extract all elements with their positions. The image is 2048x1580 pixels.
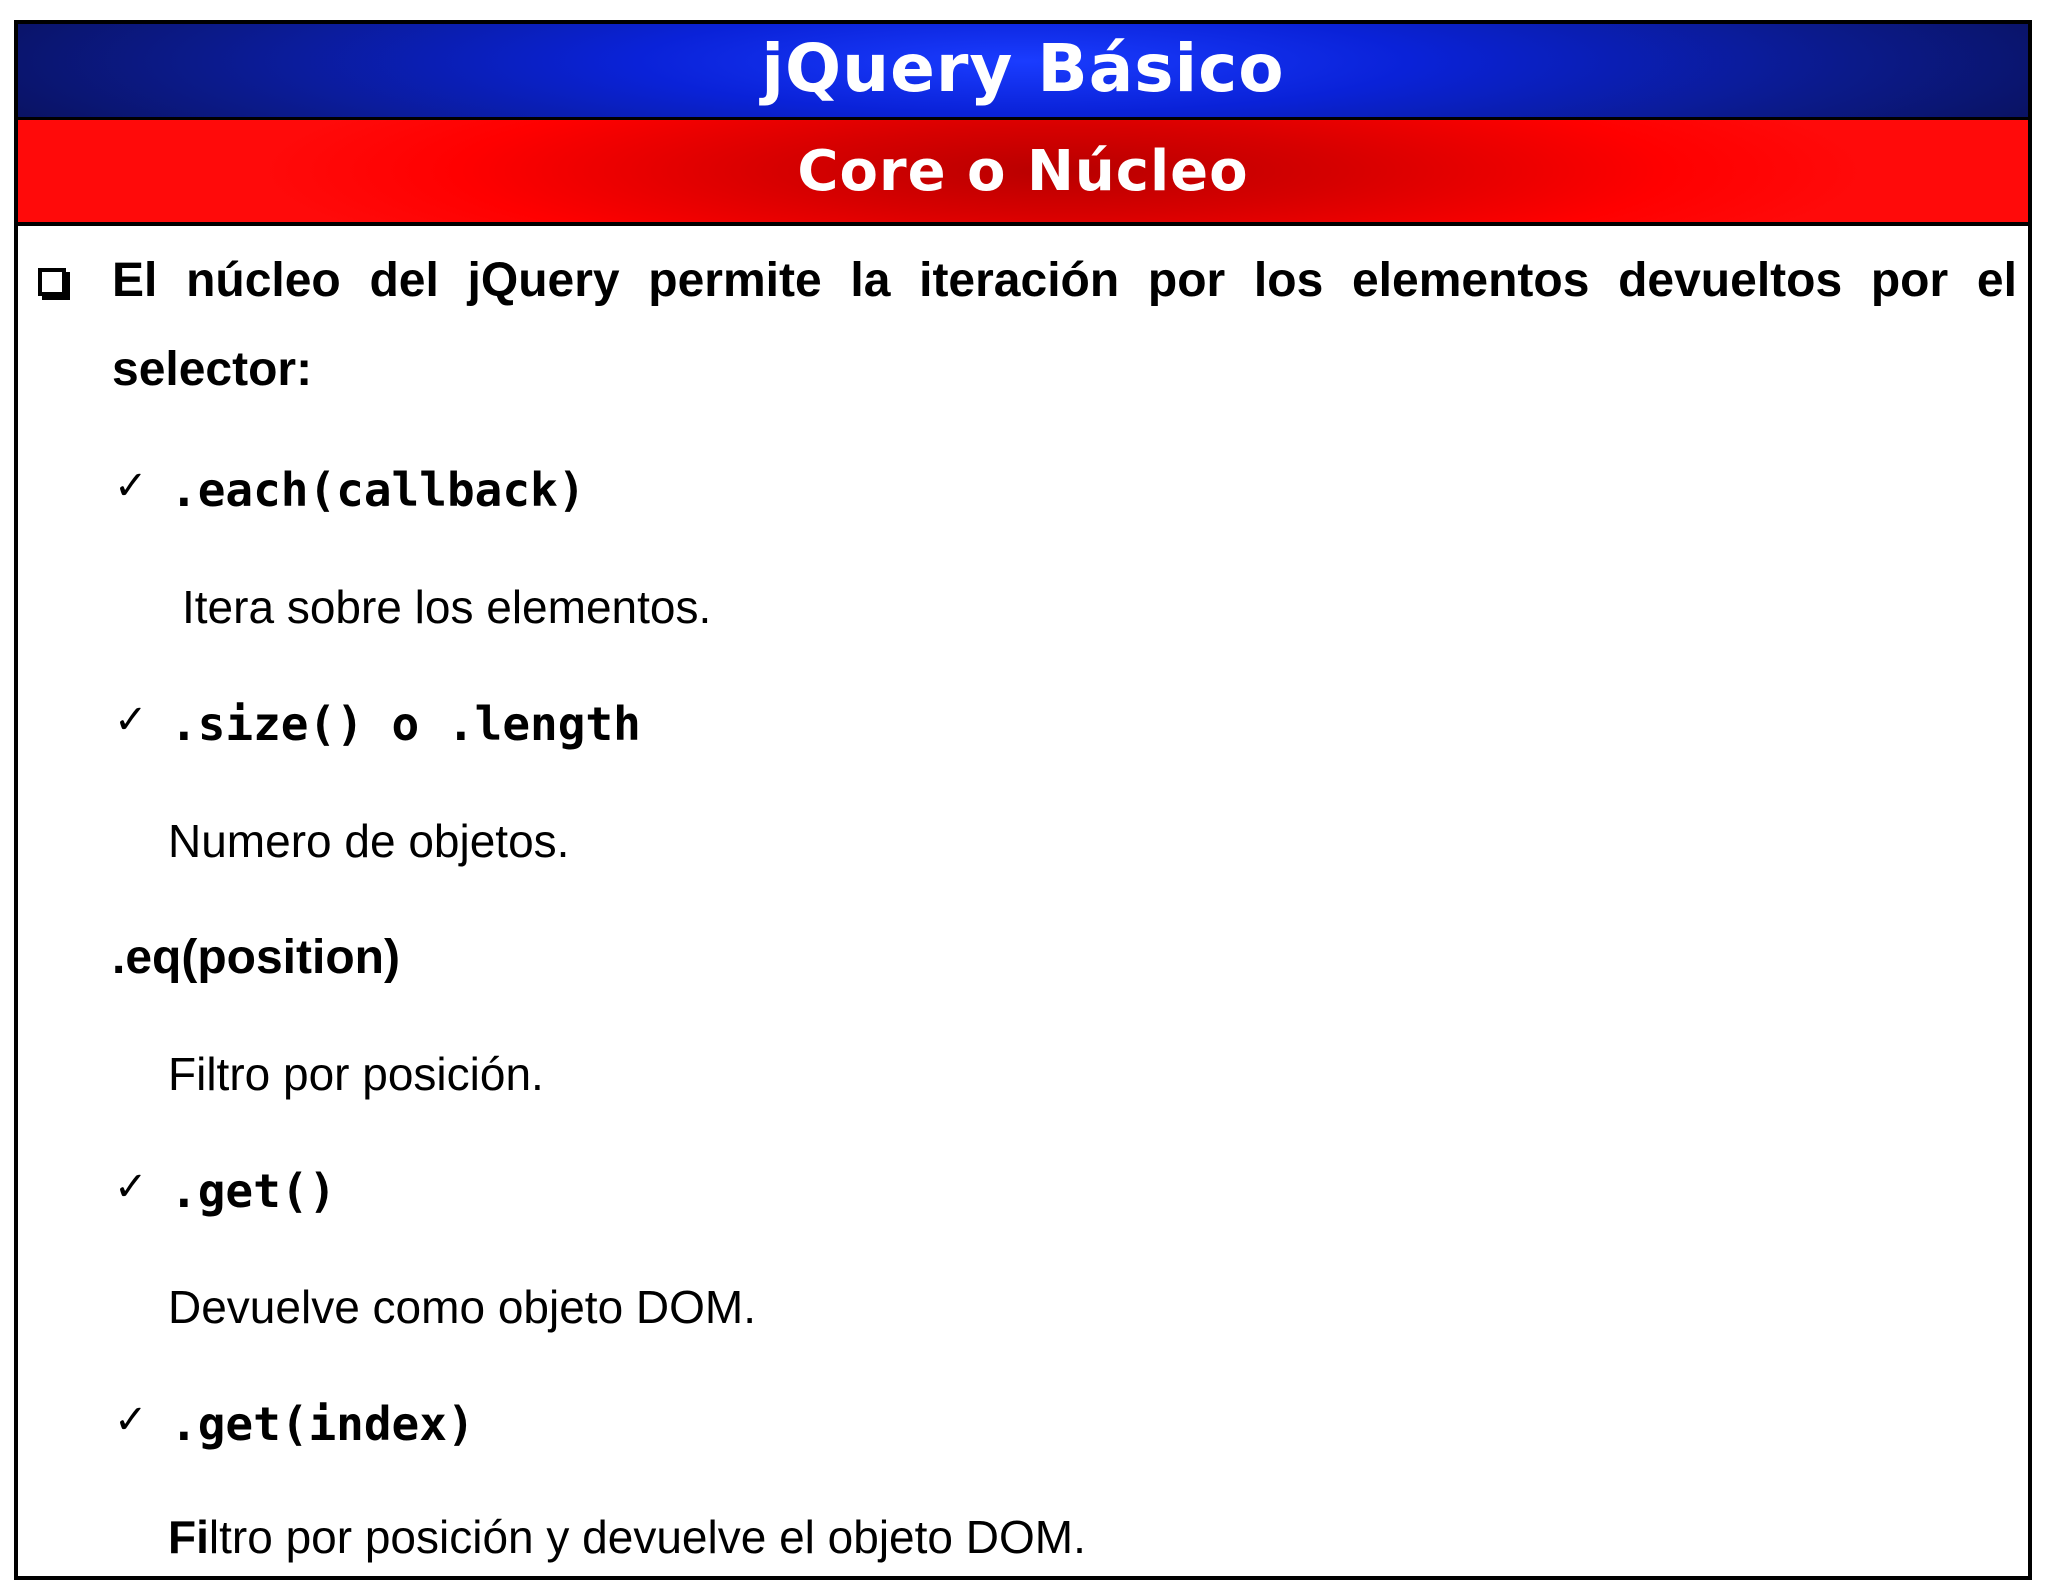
intro-word: núcleo [186,254,341,307]
square-bullet-icon [38,268,66,296]
intro-word: elementos [1351,254,1590,307]
checkmark-icon: ✓ [114,463,148,509]
intro-word: del [369,254,439,307]
intro-word: por [1147,254,1226,307]
method-size-description: Numero de objetos. [168,815,570,867]
method-eq: .eq(position) [112,931,400,984]
intro-word: El [112,254,158,307]
description-bold-prefix: Fi [168,1511,209,1563]
checkmark-icon: ✓ [114,1164,148,1210]
intro-word: por [1870,254,1949,307]
method-get-index: .get(index) [170,1397,475,1451]
slide-subtitle: Core o Núcleo [797,138,1249,204]
method-get: .get() [170,1164,337,1218]
method-each-description: Itera sobre los elementos. [182,581,712,633]
method-eq-description: Filtro por posición. [168,1048,544,1100]
slide-title: jQuery Básico [761,30,1285,107]
intro-word: iteración [919,254,1120,307]
intro-word: jQuery [467,254,620,307]
intro-text-line-2: selector: [112,343,313,396]
method-each: .each(callback) [170,463,586,517]
checkmark-icon: ✓ [114,1397,148,1443]
method-get-description: Devuelve como objeto DOM. [168,1281,757,1333]
method-size-length: .size() o .length [170,697,641,751]
intro-word: la [850,254,891,307]
intro-word: devueltos [1618,254,1843,307]
checkmark-icon: ✓ [114,697,148,743]
intro-word: los [1253,254,1324,307]
intro-text-line-1 [112,253,2017,308]
description-rest: ltro por posición y devuelve el objeto DOM. [208,1511,1086,1563]
intro-word: el [1976,254,2017,307]
intro-word: permite [648,254,822,307]
